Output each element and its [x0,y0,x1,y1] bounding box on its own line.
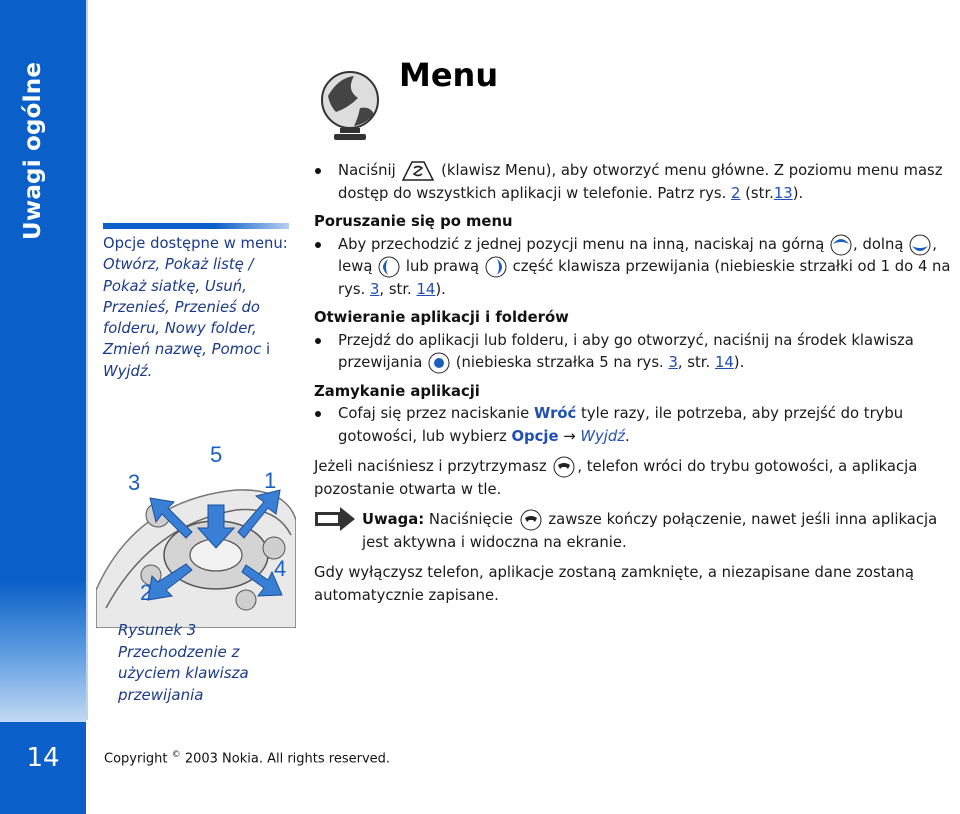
note-options: Otwórz, Pokaż listę / Pokaż siatkę, Usuń, Przenieś, Przenieś do folderu, Nowy folder, Zmień nazwę, Pomoc [103,256,262,359]
figure-link[interactable]: 3 [369,280,380,298]
back-softkey-label: Wróć [534,405,577,422]
menu-key-icon [400,160,436,182]
note-last-option: Wyjdź. [103,362,153,380]
end-call-key-icon [551,456,577,478]
end-call-key-icon [518,509,544,531]
menu-globe-icon [318,68,382,142]
options-softkey-label: Opcje [511,427,559,445]
figure-label-4: 4 [274,556,287,581]
scroll-right-icon [484,256,508,278]
scroll-down-icon [908,234,932,256]
sidebar-title: Uwagi ogólne [20,61,46,240]
section-heading-close: Zamykanie aplikacji [314,382,480,400]
figure-label-2: 2 [140,580,153,605]
note-accent-bar [103,223,289,229]
scroll-center-icon [427,352,451,374]
margin-note [103,233,293,382]
scroll-left-icon [377,256,401,278]
warning-label: Uwaga: [362,511,425,528]
page-link[interactable]: 13 [773,184,793,202]
page-title: Menu [399,56,499,94]
exit-option: Wyjdź [580,427,626,445]
figure-link[interactable]: 3 [668,354,678,371]
figure-label-1: 1 [264,468,277,493]
paragraph: Jeżeli naciśniesz i przytrzymasz , telefon wróci do trybu gotowości, a aplikacja pozostanie otwarta w tle. [314,458,918,498]
list-item: Naciśnij (klawisz Menu), aby otworzyć menu główne. Z poziomu menu masz dostęp do wszystkich aplikacji w telefonie. Patrz rys. 2 (str.13). [314,160,960,205]
list-item: Przejdź do aplikacji lub folderu, i aby go otworzyć, naciśnij na środek klawisza przewijania (niebieska strzałka 5 na rys. 3, str. 14). [314,330,960,375]
paragraph: Gdy wyłączysz telefon, aplikacje zostaną zamknięte, a niezapisane dane zostaną automatycznie zapisane. [314,564,914,604]
page-link[interactable]: 14 [416,280,436,298]
section-heading-nav: Poruszanie się po menu [314,213,513,230]
copyright-footer: Copyright © 2003 Nokia. All rights reserved. [104,750,391,767]
note-heading: Opcje dostępne w menu: [103,235,288,252]
page-link[interactable]: 14 [714,354,734,371]
figure-caption: Rysunek 3 Przechodzenie z użyciem klawisza przewijania [118,621,249,704]
figure-label-5: 5 [210,442,223,467]
scroll-up-icon [829,234,853,256]
main-content [314,160,960,607]
figure-link[interactable]: 2 [731,184,741,202]
figure-label-3: 3 [128,470,141,495]
sidebar-divider [86,0,88,720]
list-item: Aby przechodzić z jednej pozycji menu na inną, naciskaj na górną , dolną , lewą lub prawą część klawisza przewijania (niebieskie strzałki od 1 do 4 na rys. 3, str. 14). [314,234,960,302]
list-item: Cofaj się przez naciskanie Wróć tyle razy, ile potrzeba, aby przejść do trybu gotowości, lub wybierz Opcje → Wyjdź. [314,403,960,448]
page-number: 14 [26,743,60,773]
section-heading-open: Otwieranie aplikacji i folderów [314,309,569,326]
warning-note: Uwaga: Naciśnięcie zawsze kończy połączenie, nawet jeśli inna aplikacja jest aktywna i widoczna na ekranie. [314,509,960,554]
scroll-key-figure [96,440,296,628]
note-conj: i [265,341,271,359]
note-hand-icon [314,506,356,532]
arrow-glyph: → [563,427,576,445]
